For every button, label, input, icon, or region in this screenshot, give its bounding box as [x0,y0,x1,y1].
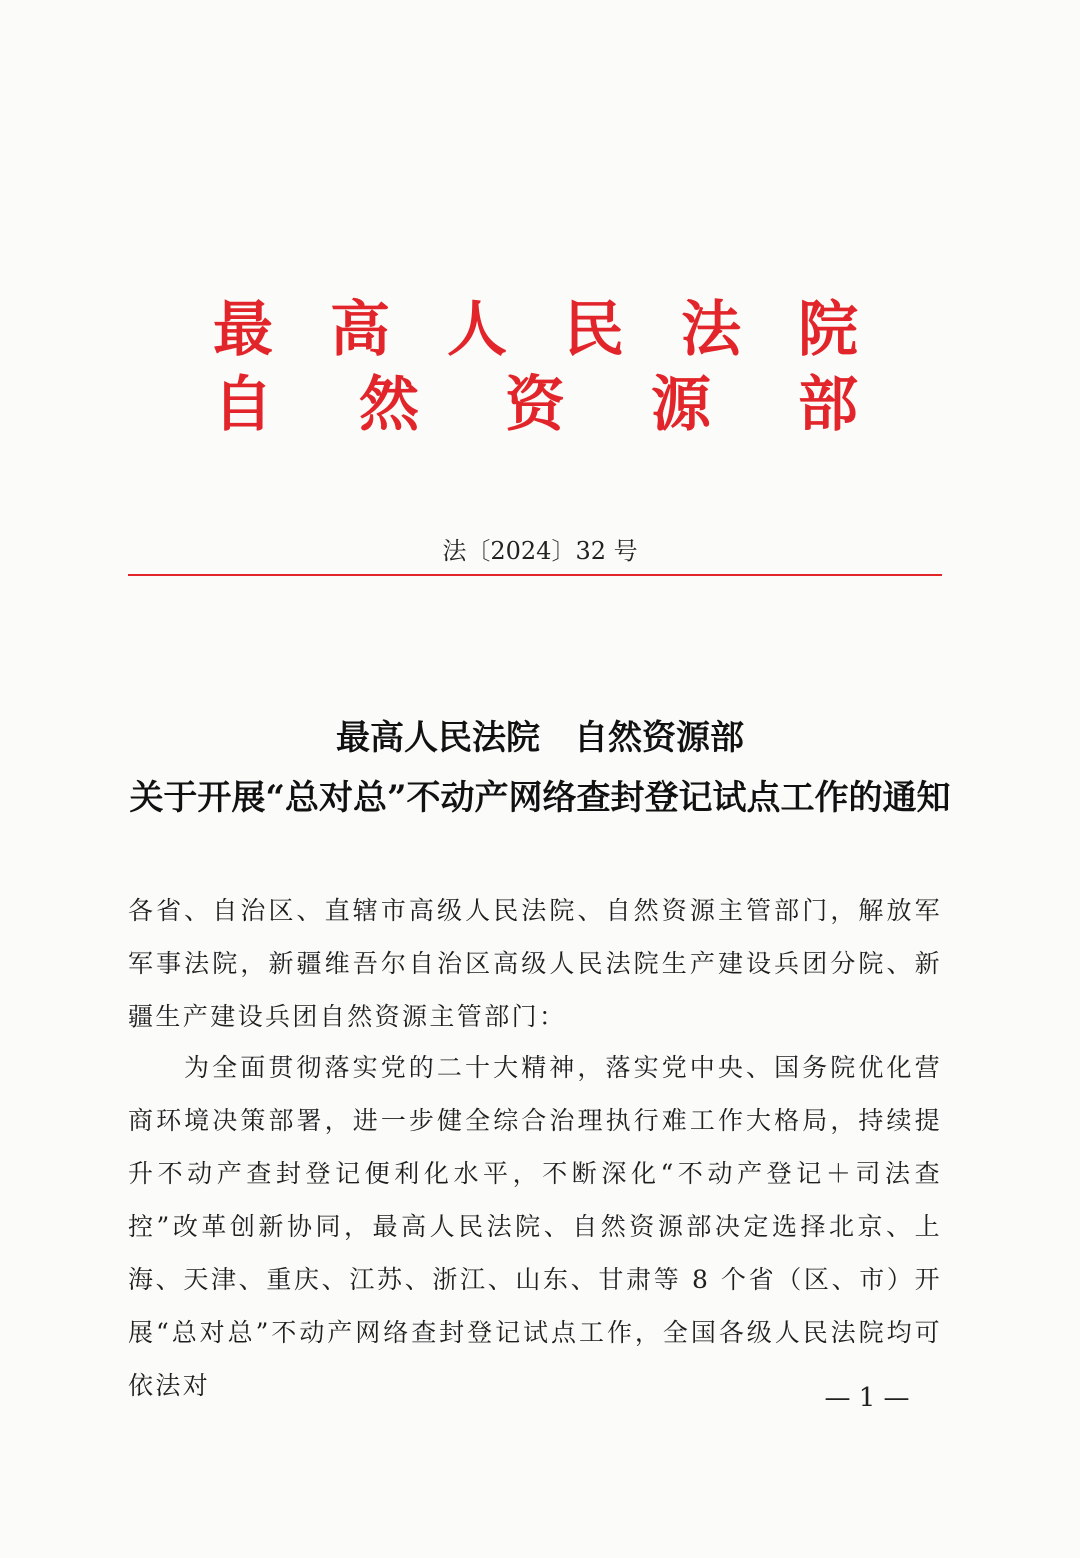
body-paragraph: 为全面贯彻落实党的二十大精神，落实党中央、国务院优化营商环境决策部署，进一步健全综合治理执行难工作大格局，持续提升不动产查封登记便利化水平，不断深化“不动产登记＋司法查控”改革创新协同，最高人民法院、自然资源部决定选择北京、上海、天津、重庆、江苏、浙江、山东、甘肃等 8 个省（区、市）开展“总对总”不动产网络查封登记试点工作，全国各级人民法院均可依法对 [128,1053,942,1400]
document-number: 法〔2024〕32 号 [442,537,638,565]
letterhead-char: 民 [564,295,624,365]
page-number: — 1 — [824,1383,910,1413]
letterhead-char: 资 [505,370,565,440]
document-title-subject: 关于开展“总对总”不动产网络查封登记试点工作的通知 [129,778,951,818]
letterhead-court [0,290,1080,370]
letterhead-char: 法 [681,295,741,365]
letterhead-char: 高 [330,295,390,365]
letterhead-char: 源 [651,370,711,440]
document-title-issuers: 最高人民法院 自然资源部 [336,718,744,758]
letterhead-char: 然 [359,370,419,440]
red-separator-line [128,574,942,576]
salutation: 各省、自治区、直辖市高级人民法院、自然资源主管部门，解放军军事法院，新疆维吾尔自治区高级人民法院生产建设兵团分院、新疆生产建设兵团自然资源主管部门： [128,896,942,1031]
letterhead-char: 人 [447,295,507,365]
letterhead-char: 院 [798,295,858,365]
letterhead-char: 最 [213,295,273,365]
letterhead-ministry [0,365,1080,445]
letterhead-char: 部 [798,370,858,440]
letterhead-char: 自 [213,370,273,440]
